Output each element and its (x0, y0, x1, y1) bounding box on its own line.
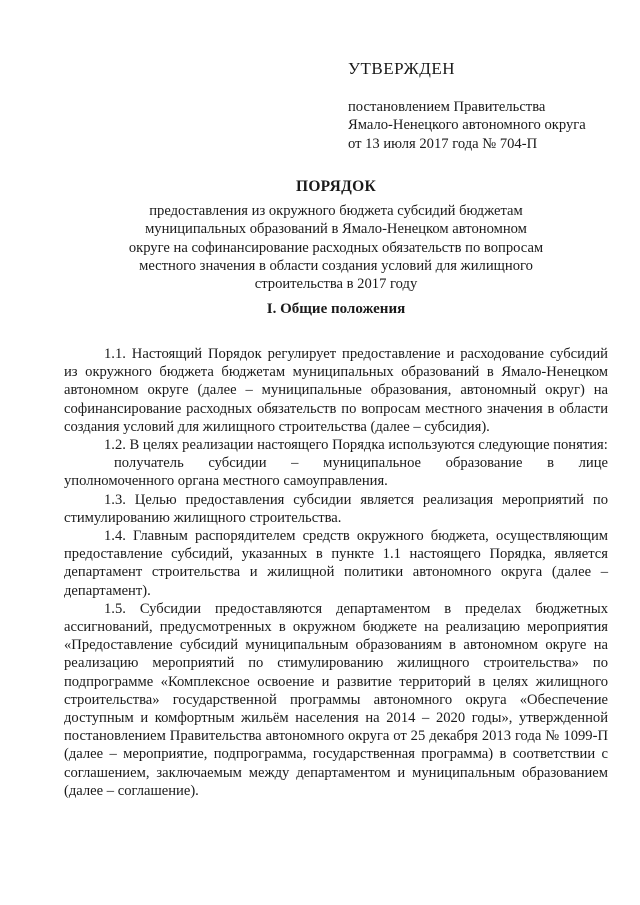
term-definition (64, 454, 608, 490)
document-subtitle-line: муниципальных образований в Ямало-Ненецком автономном (145, 221, 527, 238)
term-definition-line: получатель субсидии – муниципальное образование в лице (114, 455, 608, 472)
document-title-block (64, 178, 608, 293)
paragraph-1-5: 1.5. Субсидии предоставляются департаментом в пределах бюджетных ассигнований, предусмотренных в окружном бюджете на реализацию мероприятия «Предоставление субсидий муниципальным образованиям в автономном округе на реализацию мероприятий по стимулированию жилищного строительства» по подпрограмме «Комплексное освоение и развитие территорий в целях жилищного строительства» государственной программы автономного округа «Обеспечение доступным и комфортным жильём населения на 2014 – 2020 годы», утвержденной постановлением Правительства автономного округа от 25 декабря 2013 года № 1099-П (далее – мероприятие, подпрограмма, государственная программа) в соответствии с соглашением, заключаемым между департаментом и муниципальным образованием (далее – соглашение). (64, 600, 608, 799)
document-body (64, 345, 608, 800)
approval-line: Ямало-Ненецкого автономного округа (348, 117, 586, 134)
approval-line: постановлением Правительства (348, 99, 546, 116)
approval-label: УТВЕРЖДЕН (348, 59, 455, 78)
term-definition-line: уполномоченного органа местного самоуправления. (64, 473, 388, 490)
document-title: ПОРЯДОК (295, 178, 377, 195)
paragraph-1-1: 1.1. Настоящий Порядок регулирует предоставление и расходование субсидий из окружного бюджета бюджетам муниципальных образований в Ямало-Ненецком автономном округе (далее – муниципальные образования, автономный округ) на софинансирование расходных обязательств по вопросам местного значения в области создания условий для жилищного строительства (далее – субсидия). (64, 346, 608, 435)
document-subtitle-line: строительства в 2017 году (254, 276, 418, 293)
section-heading: I. Общие положения (266, 301, 406, 317)
paragraph-1-3: 1.3. Целью предоставления субсидии является реализация мероприятий по стимулированию жилищного строительства. (64, 491, 608, 526)
approval-block (348, 60, 618, 153)
document-subtitle-line: предоставления из окружного бюджета субсидий бюджетам (149, 203, 523, 220)
document-subtitle-line: округе на софинансирование расходных обязательств по вопросам (128, 239, 544, 256)
paragraph-1-4: 1.4. Главным распорядителем средств окружного бюджета, осуществляющим предоставление субсидий, указанных в пункте 1.1 настоящего Порядка, является департамент строительства и жилищной политики автономного округа (далее – департамент). (64, 528, 608, 599)
approval-line: от 13 июля 2017 года № 704-П (348, 135, 538, 152)
paragraph-1-2: 1.2. В целях реализации настоящего Порядка используются следующие понятия: (104, 437, 608, 454)
document-subtitle-line: местного значения в области создания условий для жилищного (139, 257, 533, 274)
